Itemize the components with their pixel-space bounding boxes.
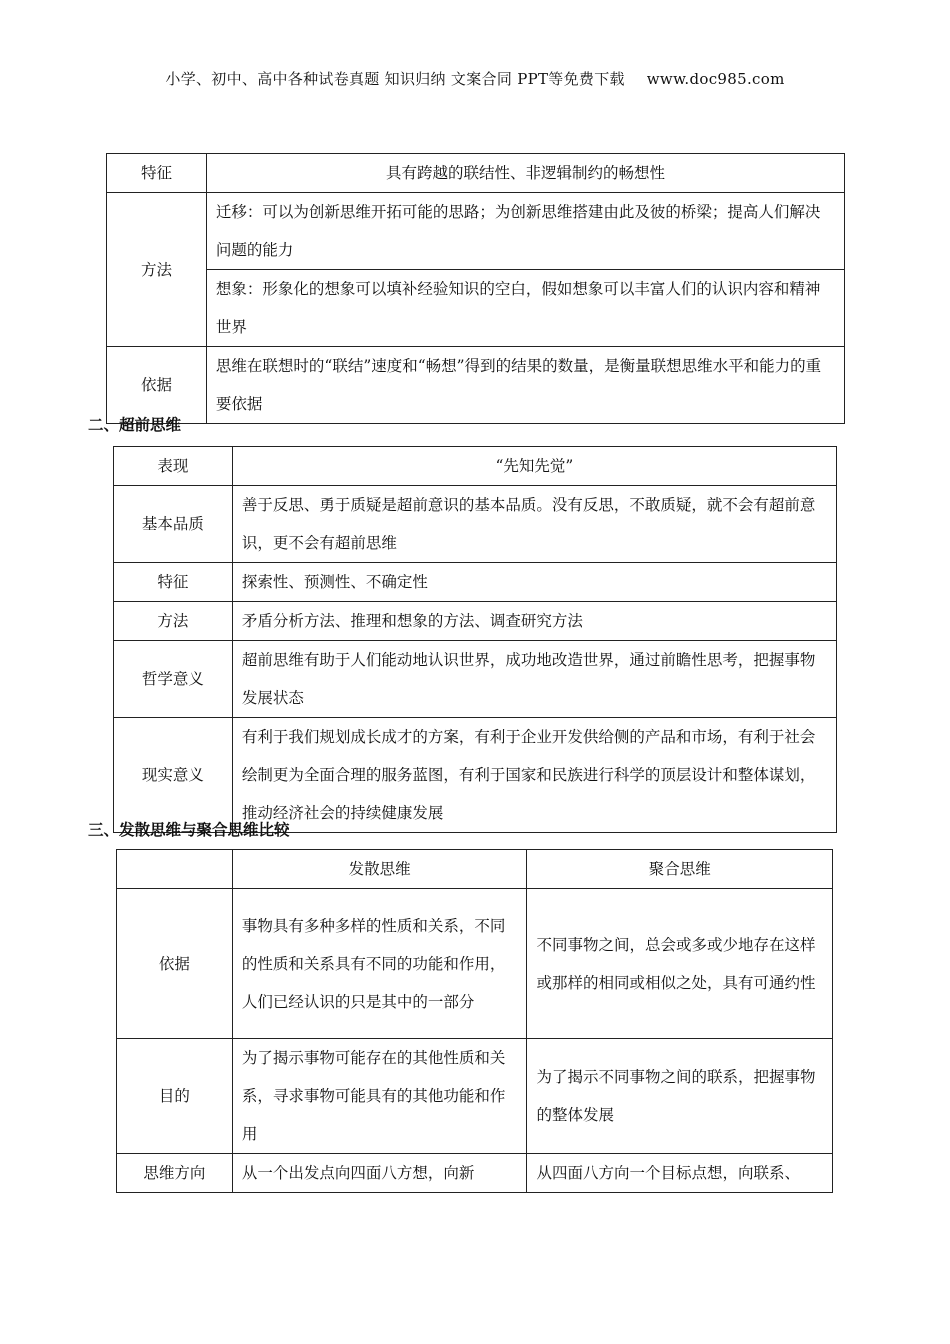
table-row [114, 447, 837, 486]
table-row [117, 1039, 833, 1154]
table-row [114, 602, 837, 641]
cell-value: 善于反思、勇于质疑是超前意识的基本品质。没有反思，不敢质疑，就不会有超前意识，更不会有超前思维 [232, 486, 836, 563]
cell-value: 迁移：可以为创新思维开拓可能的思路；为创新思维搭建由此及彼的桥梁；提高人们解决问题的能力 [206, 193, 844, 270]
cell-value: 思维在联想时的“联结”速度和“畅想”得到的结果的数量，是衡量联想思维水平和能力的重要依据 [206, 347, 844, 424]
association-thinking-table [106, 153, 845, 424]
column-header: 聚合思维 [527, 850, 833, 889]
advance-thinking-table [113, 446, 837, 833]
table-row [114, 486, 837, 563]
convergent-cell: 从四面八方向一个目标点想，向联系、 [527, 1154, 833, 1193]
row-label: 思维方向 [117, 1154, 233, 1193]
section-title: 三、发散思维与聚合思维比较 [88, 821, 290, 839]
row-label: 目的 [117, 1039, 233, 1154]
column-header: 发散思维 [232, 850, 527, 889]
divergent-cell: 从一个出发点向四面八方想，向新 [232, 1154, 527, 1193]
convergent-cell: 不同事物之间，总会或多或少地存在这样或那样的相同或相似之处，具有可通约性 [527, 889, 833, 1039]
table-row [107, 347, 845, 424]
row-label: 现实意义 [114, 718, 233, 833]
cell-value: 探索性、预测性、不确定性 [232, 563, 836, 602]
row-label: 表现 [114, 447, 233, 486]
table-row [114, 641, 837, 718]
row-label: 依据 [117, 889, 233, 1039]
table-row [117, 850, 833, 889]
cell-value: 有利于我们规划成长成才的方案，有利于企业开发供给侧的产品和市场，有利于社会绘制更为全面合理的服务蓝图，有利于国家和民族进行科学的顶层设计和整体谋划，推动经济社会的持续健康发展 [232, 718, 836, 833]
header-empty-cell [117, 850, 233, 889]
cell-value: 超前思维有助于人们能动地认识世界，成功地改造世界，通过前瞻性思考，把握事物发展状态 [232, 641, 836, 718]
table-row [117, 1154, 833, 1193]
cell-value: “先知先觉” [232, 447, 836, 486]
table-row [107, 154, 845, 193]
table-row [107, 270, 845, 347]
cell-value: 具有跨越的联结性、非逻辑制约的畅想性 [206, 154, 844, 193]
table-row [107, 193, 845, 270]
row-label: 依据 [107, 347, 207, 424]
table-row [114, 718, 837, 833]
header-text: 小学、初中、高中各种试卷真题 知识归纳 文案合同 PPT等免费下载 [165, 70, 625, 88]
row-label: 特征 [114, 563, 233, 602]
divergent-cell: 为了揭示事物可能存在的其他性质和关系，寻求事物可能具有的其他功能和作用 [232, 1039, 527, 1154]
divergent-cell: 事物具有多种多样的性质和关系，不同的性质和关系具有不同的功能和作用，人们已经认识的只是其中的一部分 [232, 889, 527, 1039]
table-row [114, 563, 837, 602]
comparison-table [116, 849, 833, 1193]
cell-value: 矛盾分析方法、推理和想象的方法、调查研究方法 [232, 602, 836, 641]
row-label: 方法 [107, 193, 207, 347]
table-row [117, 889, 833, 1039]
header-url[interactable]: www.doc985.com [646, 70, 785, 88]
row-label: 特征 [107, 154, 207, 193]
cell-value: 想象：形象化的想象可以填补经验知识的空白，假如想象可以丰富人们的认识内容和精神世界 [206, 270, 844, 347]
row-label: 方法 [114, 602, 233, 641]
row-label: 哲学意义 [114, 641, 233, 718]
convergent-cell: 为了揭示不同事物之间的联系，把握事物的整体发展 [527, 1039, 833, 1154]
page-header [0, 68, 950, 89]
section-title: 二、超前思维 [88, 416, 182, 434]
row-label: 基本品质 [114, 486, 233, 563]
